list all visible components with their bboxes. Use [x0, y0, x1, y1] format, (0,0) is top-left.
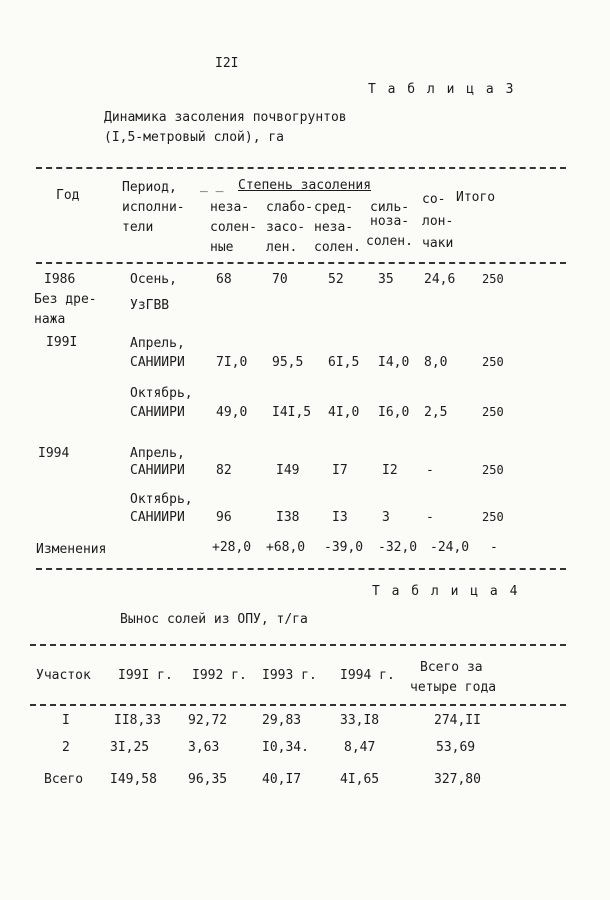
cell: I38	[276, 510, 300, 525]
cell: I4I,5	[272, 405, 312, 420]
t4-header-1992: I992 г.	[192, 668, 247, 683]
cell: 6I,5	[328, 355, 360, 370]
cell: I2	[382, 463, 398, 478]
t4-cell: 29,83	[262, 713, 302, 728]
year-1991: I99I	[46, 335, 78, 350]
changes-label: Изменения	[36, 542, 107, 557]
cell: 35	[378, 272, 394, 287]
t4-cell: 40,I7	[262, 772, 302, 787]
t4-row-name: 2	[62, 740, 70, 755]
change-cell: -	[490, 540, 498, 555]
cell: 250	[482, 510, 504, 524]
change-cell: +68,0	[266, 540, 306, 555]
t4-header-total-1: Всего за	[420, 660, 483, 675]
table3-label: Т а б л и ц а 3	[368, 82, 516, 97]
col-h2-1: слабо-	[266, 200, 313, 215]
table4-top-rule	[30, 644, 566, 646]
t4-cell: 96,35	[188, 772, 228, 787]
t4-cell: 327,80	[434, 772, 481, 787]
t4-cell: 274,II	[434, 713, 481, 728]
col-h2-3: лен.	[266, 240, 298, 255]
year-1994: I994	[38, 446, 70, 461]
table-row-period-2: САНИИРИ	[130, 405, 185, 420]
table-row-period-2: САНИИРИ	[130, 510, 185, 525]
cell: 95,5	[272, 355, 304, 370]
col-year-header: Год	[56, 188, 80, 203]
t4-cell: 3I,25	[110, 740, 150, 755]
cell: 49,0	[216, 405, 248, 420]
table4-label: Т а б л и ц а 4	[372, 584, 520, 599]
table-row-period-2: УзГВВ	[130, 298, 170, 313]
cell: I4,0	[378, 355, 410, 370]
t4-header-area: Участок	[36, 668, 91, 683]
col-h1-3: ные	[210, 240, 234, 255]
cell: 3	[382, 510, 390, 525]
cell: 70	[272, 272, 288, 287]
col-h5-2: лон-	[422, 214, 454, 229]
year-1986-note-2: нажа	[34, 312, 66, 327]
table4-title: Вынос солей из ОПУ, т/га	[120, 612, 308, 627]
col-h5-3: чаки	[422, 236, 454, 251]
change-cell: -39,0	[324, 540, 364, 555]
col-h3-2: неза-	[314, 220, 354, 235]
col-h4-3: солен.	[366, 234, 413, 249]
col-h4-2: нозa-	[370, 214, 410, 229]
t4-cell: 8,47	[344, 740, 376, 755]
t4-header-1991: I99I г.	[118, 668, 173, 683]
cell: 82	[216, 463, 232, 478]
t4-cell: 3,63	[188, 740, 220, 755]
year-1986: I986	[44, 272, 76, 287]
cell: 250	[482, 272, 504, 286]
cell: 2,5	[424, 405, 448, 420]
table-row-period: Октябрь,	[130, 492, 193, 507]
col-h5-1: со-	[422, 192, 446, 207]
cell: -	[426, 463, 434, 478]
cell: 68	[216, 272, 232, 287]
table3-top-rule	[36, 167, 566, 169]
col-h3-3: солен.	[314, 240, 361, 255]
cell: 250	[482, 405, 504, 419]
table-row-period-2: САНИИРИ	[130, 355, 185, 370]
table-row-period-2: САНИИРИ	[130, 463, 185, 478]
col-period-header-3: тели	[122, 220, 154, 235]
col-h2-2: засо-	[266, 220, 306, 235]
cell: I3	[332, 510, 348, 525]
cell: 250	[482, 355, 504, 369]
cell: -	[426, 510, 434, 525]
t4-cell: I0,34.	[262, 740, 309, 755]
t4-cell: 92,72	[188, 713, 228, 728]
t4-header-total-2: четыре года	[410, 680, 497, 695]
table-row-period: Апрель,	[130, 336, 185, 351]
cell: 24,6	[424, 272, 456, 287]
t4-cell: II8,33	[114, 713, 161, 728]
t4-row-name: Всего	[44, 772, 84, 787]
cell: 7I,0	[216, 355, 248, 370]
table3-bottom-rule	[36, 568, 566, 570]
change-cell: -32,0	[378, 540, 418, 555]
t4-cell: 53,69	[436, 740, 476, 755]
col-period-header-2: исполни-	[122, 200, 185, 215]
cell: 8,0	[424, 355, 448, 370]
table-row-period: Апрель,	[130, 446, 185, 461]
year-1986-note-1: Без дре-	[34, 292, 97, 307]
change-cell: +28,0	[212, 540, 252, 555]
t4-cell: 4I,65	[340, 772, 380, 787]
col-h1-1: неза-	[210, 200, 250, 215]
table4-header-rule	[30, 704, 566, 706]
cell: 4I,0	[328, 405, 360, 420]
cell: I6,0	[378, 405, 410, 420]
table3-title-line2: (I,5-метровый слой), га	[104, 130, 285, 145]
cell: I7	[332, 463, 348, 478]
table-row-period: Октябрь,	[130, 386, 193, 401]
col-h1-2: солен-	[210, 220, 257, 235]
degree-dashes-left: _ _	[200, 178, 224, 193]
table3-header-rule	[36, 262, 566, 264]
cell: 96	[216, 510, 232, 525]
col-period-header-1: Период,	[122, 180, 177, 195]
t4-cell: 33,I8	[340, 713, 380, 728]
page-number: I2I	[215, 56, 239, 71]
total-header: Итого	[456, 190, 496, 205]
t4-header-1994: I994 г.	[340, 668, 395, 683]
t4-row-name: I	[62, 713, 70, 728]
t4-cell: I49,58	[110, 772, 157, 787]
degree-header: Степень засоления	[238, 178, 372, 193]
table-row-period: Осень,	[130, 272, 177, 287]
t4-header-1993: I993 г.	[262, 668, 317, 683]
col-h4-1: силь-	[370, 200, 410, 215]
table3-title-line1: Динамика засоления почвогрунтов	[104, 110, 347, 125]
cell: I49	[276, 463, 300, 478]
cell: 52	[328, 272, 344, 287]
change-cell: -24,0	[430, 540, 470, 555]
col-h3-1: сред-	[314, 200, 354, 215]
cell: 250	[482, 463, 504, 477]
